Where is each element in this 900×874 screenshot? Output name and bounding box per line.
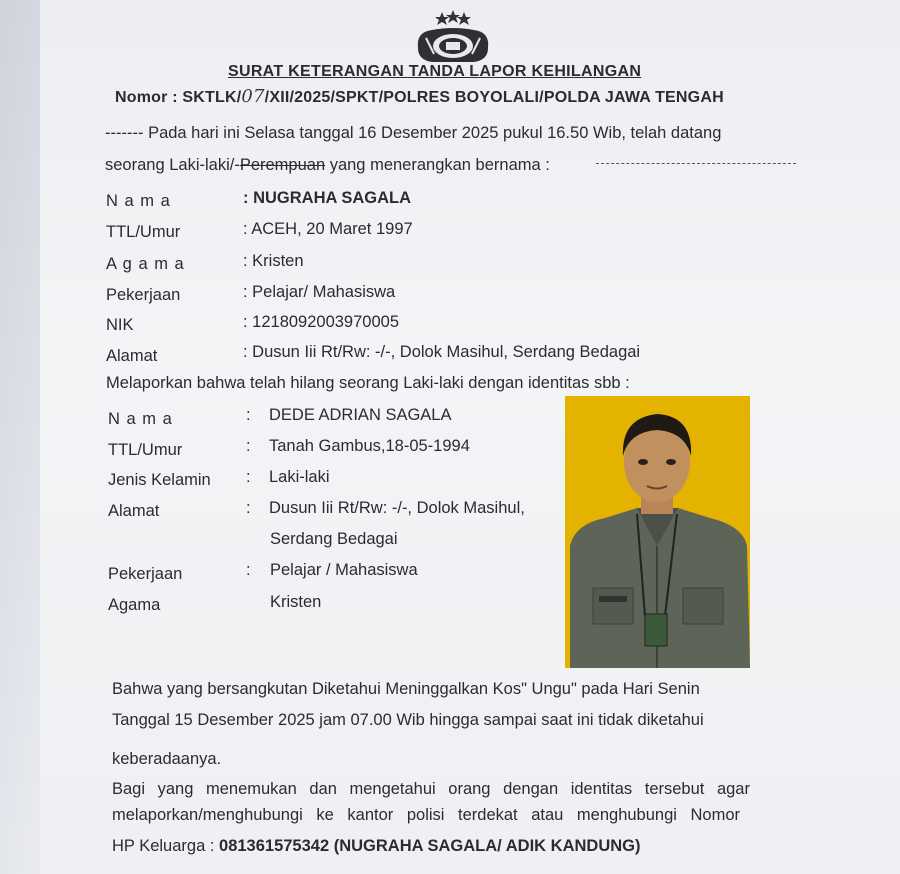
family-phone-label: HP Keluarga : bbox=[112, 837, 220, 855]
missing-label: Pekerjaan bbox=[108, 565, 183, 583]
intro-text-2a: seorang Laki-laki/- bbox=[105, 156, 240, 174]
document-number-handwritten: 07 bbox=[241, 86, 265, 107]
missing-value: Tanah Gambus,18-05-1994 bbox=[269, 437, 470, 455]
document-title: SURAT KETERANGAN TANDA LAPOR KEHILANGAN bbox=[228, 63, 642, 80]
police-emblem-icon bbox=[412, 10, 494, 66]
missing-label: Agama bbox=[108, 596, 161, 614]
missing-colon: : bbox=[246, 406, 251, 424]
missing-colon: : bbox=[246, 561, 251, 579]
intro-line-2 bbox=[105, 156, 550, 175]
family-phone-value: 081361575342 (NUGRAHA SAGALA/ ADIK KANDUNG) bbox=[219, 837, 641, 855]
reporter-label: NIK bbox=[106, 316, 134, 334]
reporter-value: : Pelajar/ Mahasiswa bbox=[243, 283, 396, 301]
document-number bbox=[115, 86, 724, 107]
body-paragraph-2-line-1: Bagi yang menemukan dan mengetahui orang dengan identitas tersebut agar bbox=[112, 780, 750, 798]
missing-person-photo bbox=[565, 396, 750, 668]
missing-value: Laki-laki bbox=[269, 468, 330, 486]
reporter-label: Alamat bbox=[106, 347, 158, 365]
body-paragraph-1-line-3: keberadaanya. bbox=[112, 750, 222, 768]
body-paragraph-2-line-2: melaporkan/menghubungi ke kantor polisi terdekat atau menghubungi Nomor bbox=[112, 806, 741, 824]
intro-text-2b: yang menerangkan bernama : bbox=[325, 156, 550, 174]
intro-lead-dashes: ------- bbox=[105, 124, 144, 142]
reporter-value: : NUGRAHA SAGALA bbox=[243, 189, 412, 207]
missing-value: Serdang Bedagai bbox=[270, 530, 398, 548]
document-number-prefix: Nomor : SKTLK/ bbox=[115, 89, 242, 106]
reporter-value: : Dusun Iii Rt/Rw: -/-, Dolok Masihul, Serdang Bedagai bbox=[243, 343, 641, 361]
missing-value: DEDE ADRIAN SAGALA bbox=[269, 406, 452, 424]
missing-value: Kristen bbox=[270, 593, 322, 611]
missing-value: Dusun Iii Rt/Rw: -/-, Dolok Masihul, bbox=[269, 499, 525, 517]
reporter-label: N a m a bbox=[106, 192, 171, 210]
body-paragraph-2-line-3 bbox=[112, 837, 640, 856]
reporter-value: : 1218092003970005 bbox=[243, 313, 399, 331]
body-paragraph-1-line-1: Bahwa yang bersangkutan Diketahui Meninggalkan Kos" Ungu" pada Hari Senin bbox=[112, 680, 700, 698]
intro-dash-line bbox=[596, 163, 796, 164]
intro-strike-perempuan: Perempuan bbox=[239, 156, 326, 174]
missing-colon: : bbox=[246, 437, 251, 455]
intro-text-1: Pada hari ini Selasa tanggal 16 Desember 2025 pukul 16.50 Wib, telah datang bbox=[148, 124, 722, 142]
reporter-value: : Kristen bbox=[243, 252, 304, 270]
missing-colon: : bbox=[246, 499, 251, 517]
missing-intro: Melaporkan bahwa telah hilang seorang Laki-laki dengan identitas sbb : bbox=[106, 374, 630, 392]
reporter-label: A g a m a bbox=[106, 255, 185, 273]
missing-label: TTL/Umur bbox=[108, 441, 183, 459]
missing-colon: : bbox=[246, 468, 251, 486]
body-paragraph-1-line-2: Tanggal 15 Desember 2025 jam 07.00 Wib hingga sampai saat ini tidak diketahui bbox=[112, 711, 704, 729]
reporter-label: TTL/Umur bbox=[106, 223, 181, 241]
missing-label: Alamat bbox=[108, 502, 160, 520]
reporter-label: Pekerjaan bbox=[106, 286, 181, 304]
reporter-value: : ACEH, 20 Maret 1997 bbox=[243, 220, 413, 238]
missing-value: Pelajar / Mahasiswa bbox=[270, 561, 418, 579]
intro-line-1 bbox=[105, 124, 721, 143]
person-portrait-icon bbox=[565, 396, 750, 668]
missing-label: N a m a bbox=[108, 410, 173, 428]
document-number-suffix: /XII/2025/SPKT/POLRES BOYOLALI/POLDA JAWA TENGAH bbox=[264, 89, 724, 106]
missing-label: Jenis Kelamin bbox=[108, 471, 211, 489]
